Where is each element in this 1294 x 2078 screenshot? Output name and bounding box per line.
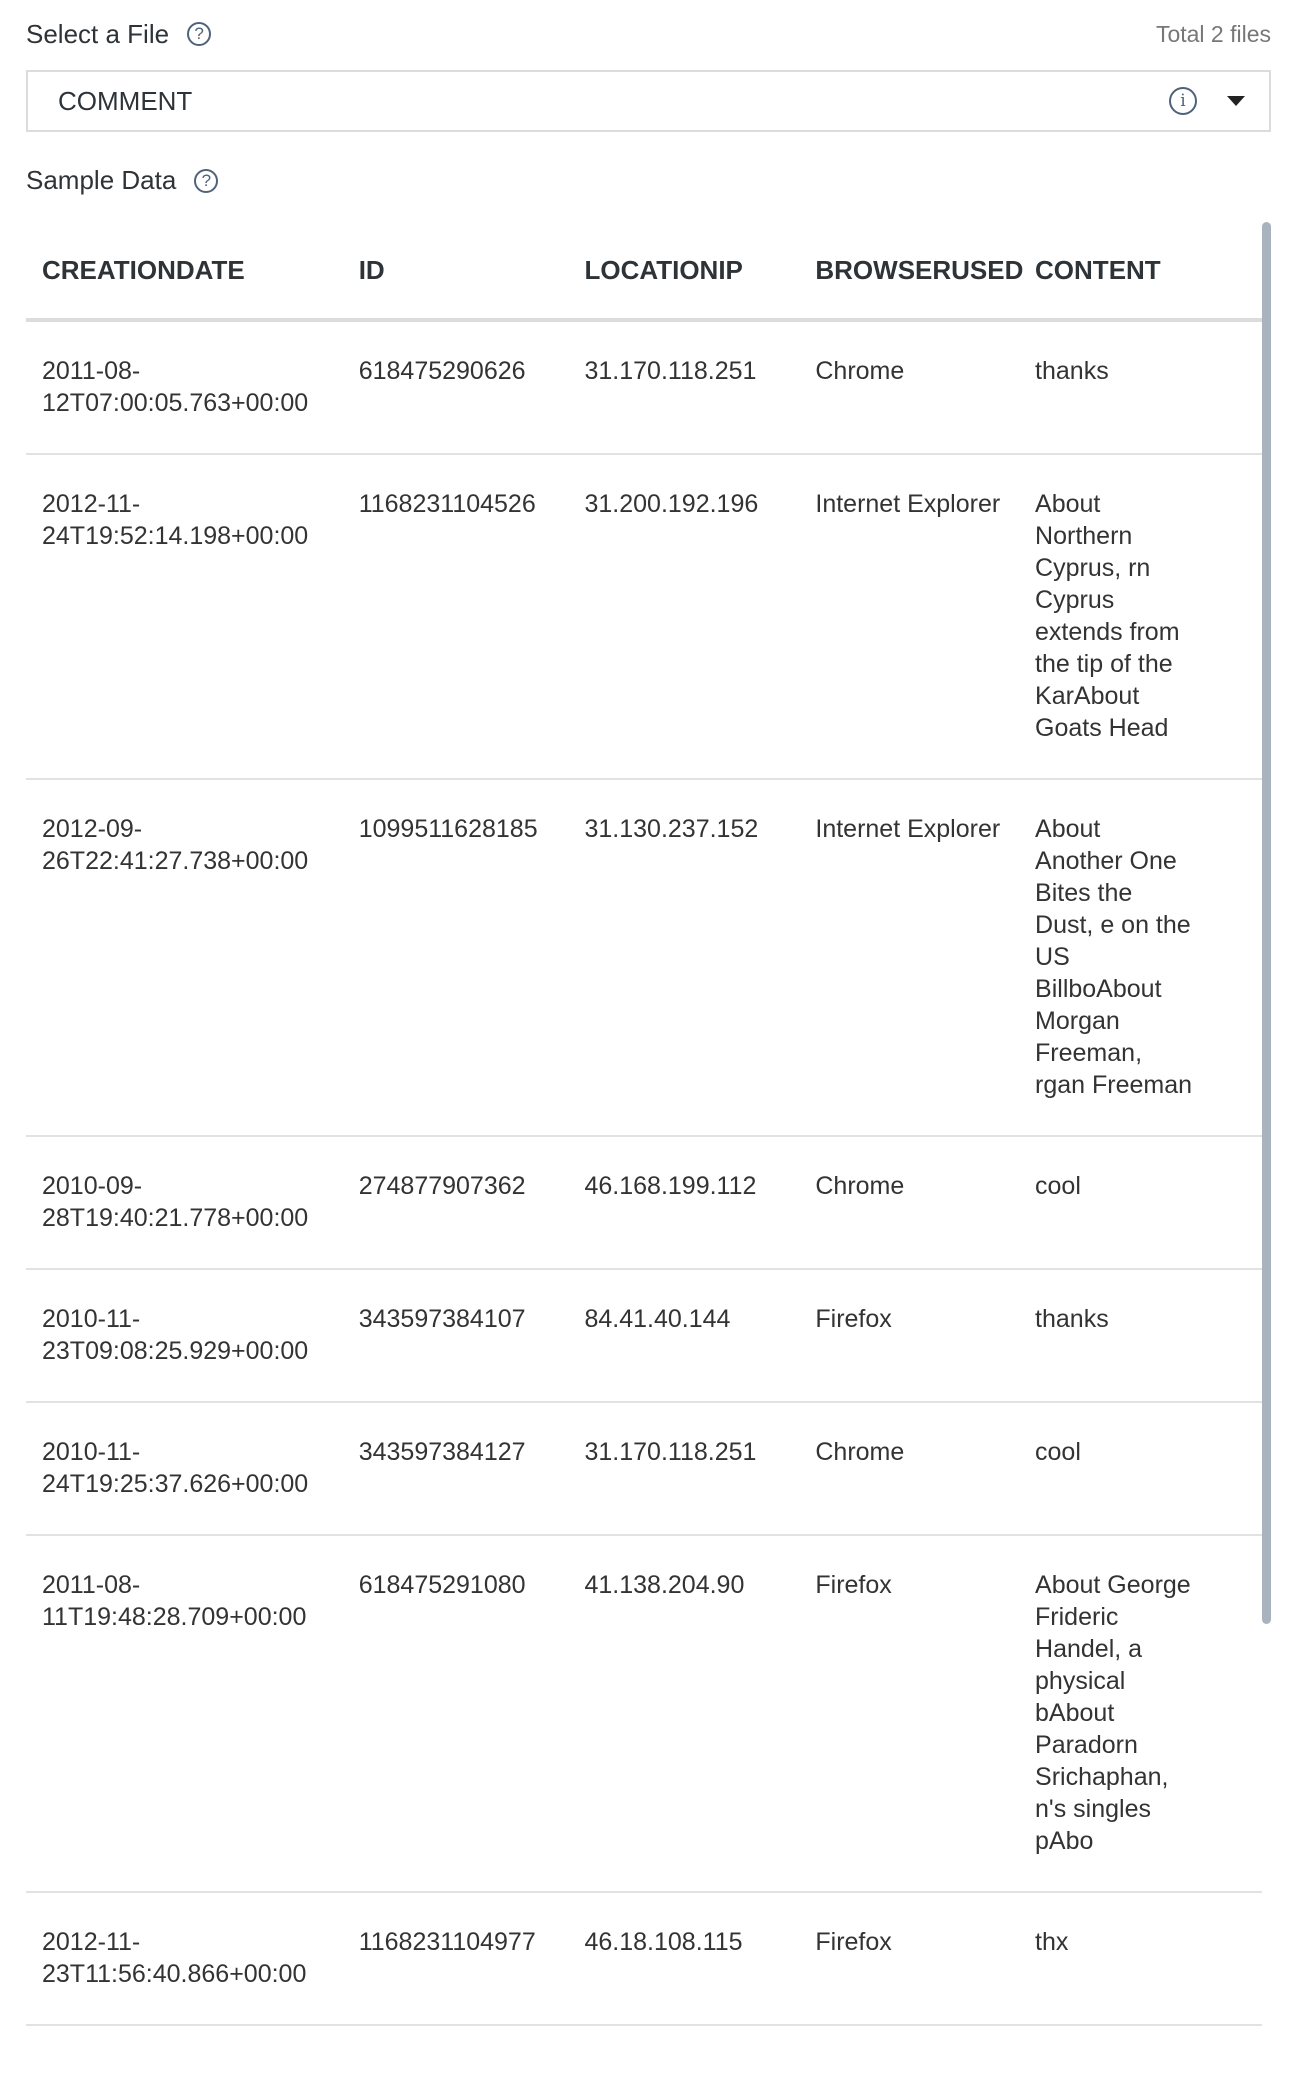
- table-cell: 84.41.40.144: [568, 1269, 799, 1402]
- vertical-scrollbar[interactable]: [1262, 222, 1271, 1624]
- table-row: [26, 779, 1262, 1136]
- table-cell: 31.200.192.196: [568, 454, 799, 779]
- table-cell: Chrome: [799, 320, 1019, 454]
- table-header-row: [26, 222, 1262, 320]
- table-row: [26, 1535, 1262, 1892]
- table-cell: 1099511628185: [343, 779, 569, 1136]
- table-cell: 41.138.204.90: [568, 1535, 799, 1892]
- table-cell: 31.170.118.251: [568, 1402, 799, 1535]
- table-cell: 343597384107: [343, 1269, 569, 1402]
- table-cell: Internet Explorer: [799, 779, 1019, 1136]
- table-cell-overflow: [1193, 1402, 1262, 1535]
- table-cell: 46.168.199.112: [568, 1136, 799, 1269]
- table-cell-overflow: [1193, 454, 1262, 779]
- caret-down-icon[interactable]: [1227, 96, 1245, 106]
- table-cell: About Another One Bites the Dust, e on the US BillboAbout Morgan Freeman, rgan Freeman: [1019, 779, 1193, 1136]
- table-cell: Firefox: [799, 1892, 1019, 2025]
- column-header[interactable]: BROWSERUSED: [799, 222, 1019, 320]
- select-file-title: Select a File: [26, 18, 170, 49]
- table-cell-overflow: [1193, 779, 1262, 1136]
- table-cell: 618475290626: [343, 320, 569, 454]
- table-cell: 274877907362: [343, 1136, 569, 1269]
- info-circle-icon[interactable]: i: [1169, 87, 1197, 115]
- table-cell: thanks: [1019, 1269, 1193, 1402]
- table-cell: 2011-08-12T07:00:05.763+00:00: [26, 320, 343, 454]
- table-cell: 1168231104526: [343, 454, 569, 779]
- column-header[interactable]: CREATIONDATE: [26, 222, 343, 320]
- table-row: [26, 1269, 1262, 1402]
- table-row: [26, 454, 1262, 779]
- sample-data-table-container[interactable]: [26, 222, 1262, 2078]
- sample-data-table: [26, 222, 1262, 2026]
- table-cell: About George Frideric Handel, a physical bAbout Paradorn Srichaphan, n's singles pAbo: [1019, 1535, 1193, 1892]
- table-cell: Internet Explorer: [799, 454, 1019, 779]
- table-cell: 31.130.237.152: [568, 779, 799, 1136]
- table-cell: 2012-11-24T19:52:14.198+00:00: [26, 454, 343, 779]
- table-cell: cool: [1019, 1136, 1193, 1269]
- sample-data-header: [26, 165, 218, 196]
- table-cell: thx: [1019, 1892, 1193, 2025]
- table-cell: 618475291080: [343, 1535, 569, 1892]
- table-cell-overflow: [1193, 1535, 1262, 1892]
- table-row: [26, 320, 1262, 454]
- table-cell: Chrome: [799, 1136, 1019, 1269]
- sample-data-title: Sample Data: [26, 165, 177, 195]
- table-cell: 1168231104977: [343, 1892, 569, 2025]
- table-row: [26, 1402, 1262, 1535]
- table-cell: 2010-11-23T09:08:25.929+00:00: [26, 1269, 343, 1402]
- table-cell: thanks: [1019, 320, 1193, 454]
- question-circle-icon[interactable]: ?: [194, 169, 218, 193]
- file-select-value: COMMENT: [58, 85, 193, 116]
- table-cell: 343597384127: [343, 1402, 569, 1535]
- table-cell: 46.18.108.115: [568, 1892, 799, 2025]
- table-cell-overflow: [1193, 1892, 1262, 2025]
- column-header[interactable]: ID: [343, 222, 569, 320]
- table-row: [26, 1136, 1262, 1269]
- table-cell: Firefox: [799, 1269, 1019, 1402]
- table-cell: 2011-08-11T19:48:28.709+00:00: [26, 1535, 343, 1892]
- table-cell: Firefox: [799, 1535, 1019, 1892]
- table-cell: 2010-09-28T19:40:21.778+00:00: [26, 1136, 343, 1269]
- table-cell: 2012-09-26T22:41:27.738+00:00: [26, 779, 343, 1136]
- total-files-count: Total 2 files: [1155, 20, 1271, 47]
- question-circle-icon[interactable]: ?: [187, 22, 211, 46]
- select-file-header: [26, 14, 1271, 54]
- table-cell: cool: [1019, 1402, 1193, 1535]
- column-header[interactable]: LOCATIONIP: [568, 222, 799, 320]
- table-cell-overflow: [1193, 320, 1262, 454]
- table-cell: About Northern Cyprus, rn Cyprus extends from the tip of the KarAbout Goats Head: [1019, 454, 1193, 779]
- table-row: [26, 1892, 1262, 2025]
- file-select-dropdown[interactable]: [26, 70, 1271, 132]
- table-cell-overflow: [1193, 1269, 1262, 1402]
- column-header[interactable]: CONTENT: [1019, 222, 1193, 320]
- table-cell-overflow: [1193, 1136, 1262, 1269]
- table-cell: 2012-11-23T11:56:40.866+00:00: [26, 1892, 343, 2025]
- table-cell: 2010-11-24T19:25:37.626+00:00: [26, 1402, 343, 1535]
- column-header-overflow: [1193, 222, 1262, 320]
- table-cell: 31.170.118.251: [568, 320, 799, 454]
- table-cell: Chrome: [799, 1402, 1019, 1535]
